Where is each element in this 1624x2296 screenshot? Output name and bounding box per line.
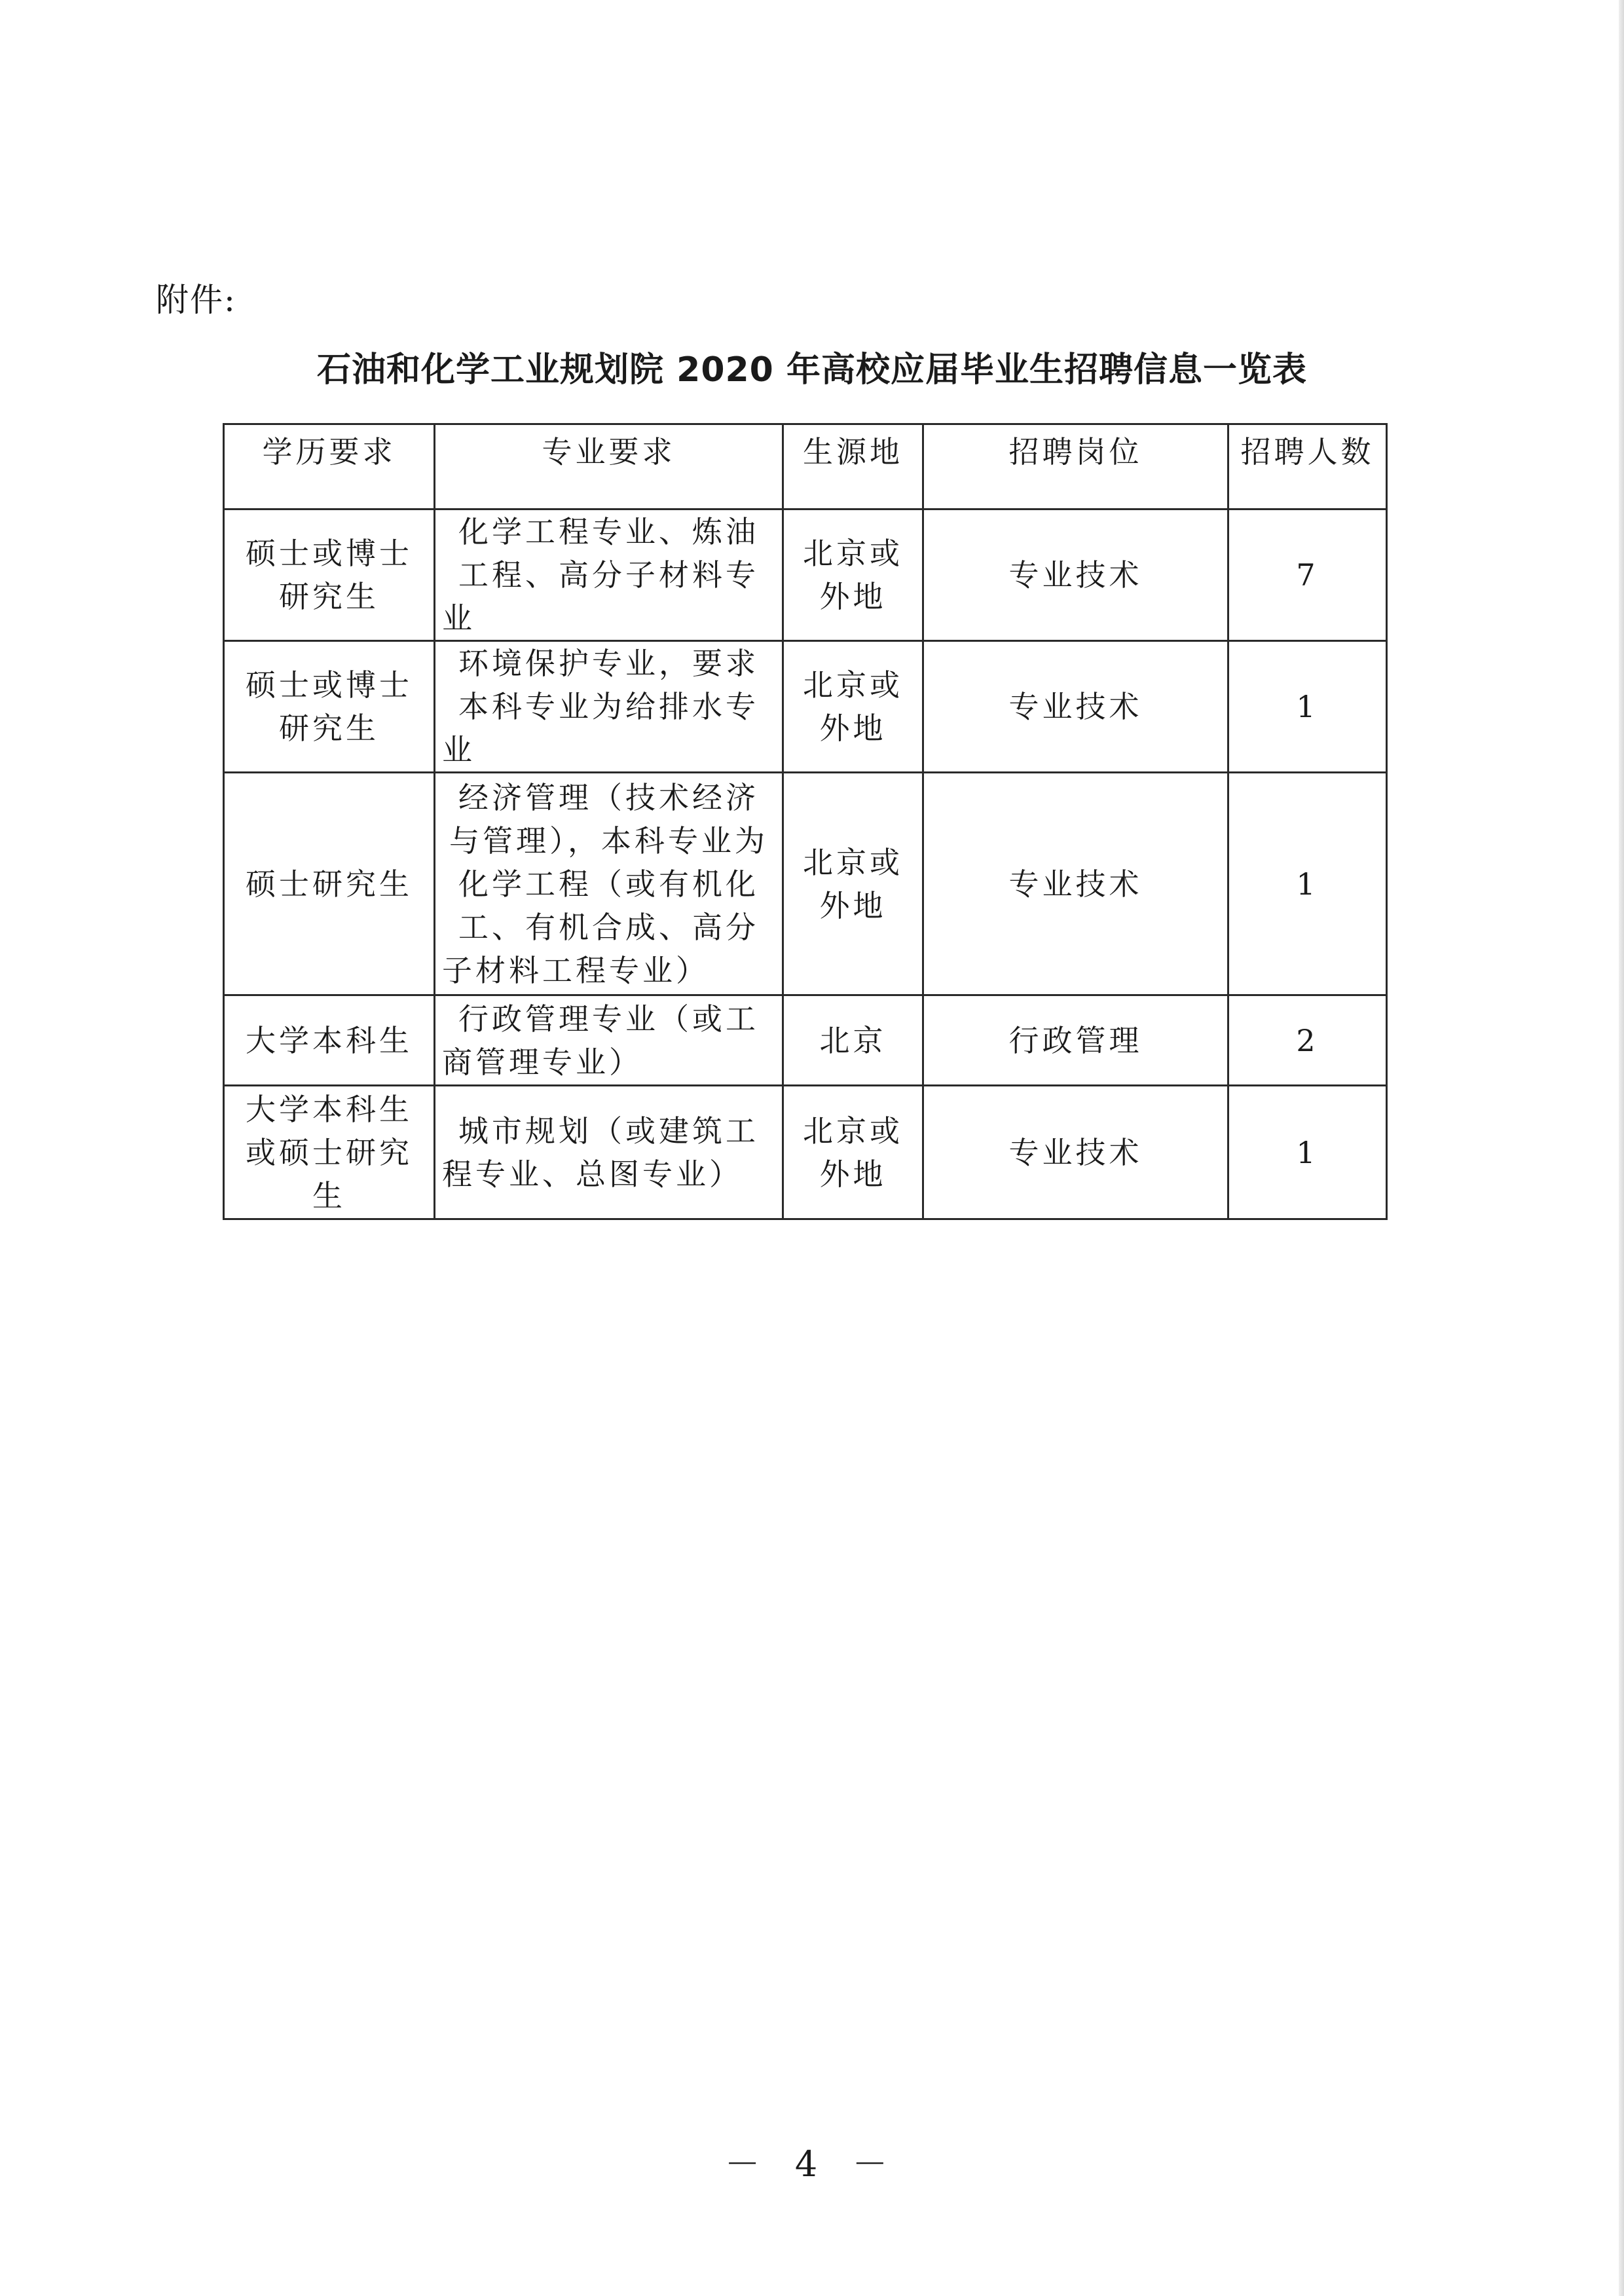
- page-number: － 4 －: [724, 2143, 900, 2185]
- table-row: [224, 773, 1387, 995]
- table-header-row: [224, 424, 1387, 509]
- cell-major: 城市规划（或建筑工程专业、总图专业）: [435, 1086, 783, 1219]
- cell-degree: 硕士或博士研究生: [224, 641, 435, 773]
- header-degree: 学历要求: [224, 424, 435, 509]
- cell-degree: 硕士研究生: [224, 773, 435, 995]
- cell-count: 1: [1228, 641, 1387, 773]
- cell-origin: 北京: [783, 995, 923, 1086]
- cell-degree: 大学本科生: [224, 995, 435, 1086]
- cell-degree: 硕士或博士研究生: [224, 509, 435, 641]
- table-row: [224, 995, 1387, 1086]
- cell-position: 专业技术: [923, 509, 1228, 641]
- cell-count: 7: [1228, 509, 1387, 641]
- cell-degree: 大学本科生或硕士研究生: [224, 1086, 435, 1219]
- cell-position: 专业技术: [923, 641, 1228, 773]
- cell-position: 专业技术: [923, 773, 1228, 995]
- document-title: 石油和化学工业规划院 2020 年高校应届毕业生招聘信息一览表: [317, 350, 1307, 390]
- table-row: [224, 509, 1387, 641]
- attachment-label: 附件:: [156, 281, 236, 319]
- cell-position: 专业技术: [923, 1086, 1228, 1219]
- cell-origin: 北京或外地: [783, 641, 923, 773]
- cell-major: 化学工程专业、炼油工程、高分子材料专业: [435, 509, 783, 641]
- cell-origin: 北京或外地: [783, 509, 923, 641]
- cell-origin: 北京或外地: [783, 773, 923, 995]
- cell-position: 行政管理: [923, 995, 1228, 1086]
- header-origin: 生源地: [783, 424, 923, 509]
- recruitment-table: [223, 423, 1388, 1220]
- cell-origin: 北京或外地: [783, 1086, 923, 1219]
- cell-major: 行政管理专业（或工商管理专业）: [435, 995, 783, 1086]
- table-row: [224, 641, 1387, 773]
- cell-major: 环境保护专业，要求本科专业为给排水专业: [435, 641, 783, 773]
- header-major: 专业要求: [435, 424, 783, 509]
- cell-count: 2: [1228, 995, 1387, 1086]
- cell-major: 经济管理（技术经济与管理），本科专业为化学工程（或有机化工、有机合成、高分子材料工程专业）: [435, 773, 783, 995]
- cell-count: 1: [1228, 773, 1387, 995]
- table-row: [224, 1086, 1387, 1219]
- cell-count: 1: [1228, 1086, 1387, 1219]
- header-position: 招聘岗位: [923, 424, 1228, 509]
- header-count: 招聘人数: [1228, 424, 1387, 509]
